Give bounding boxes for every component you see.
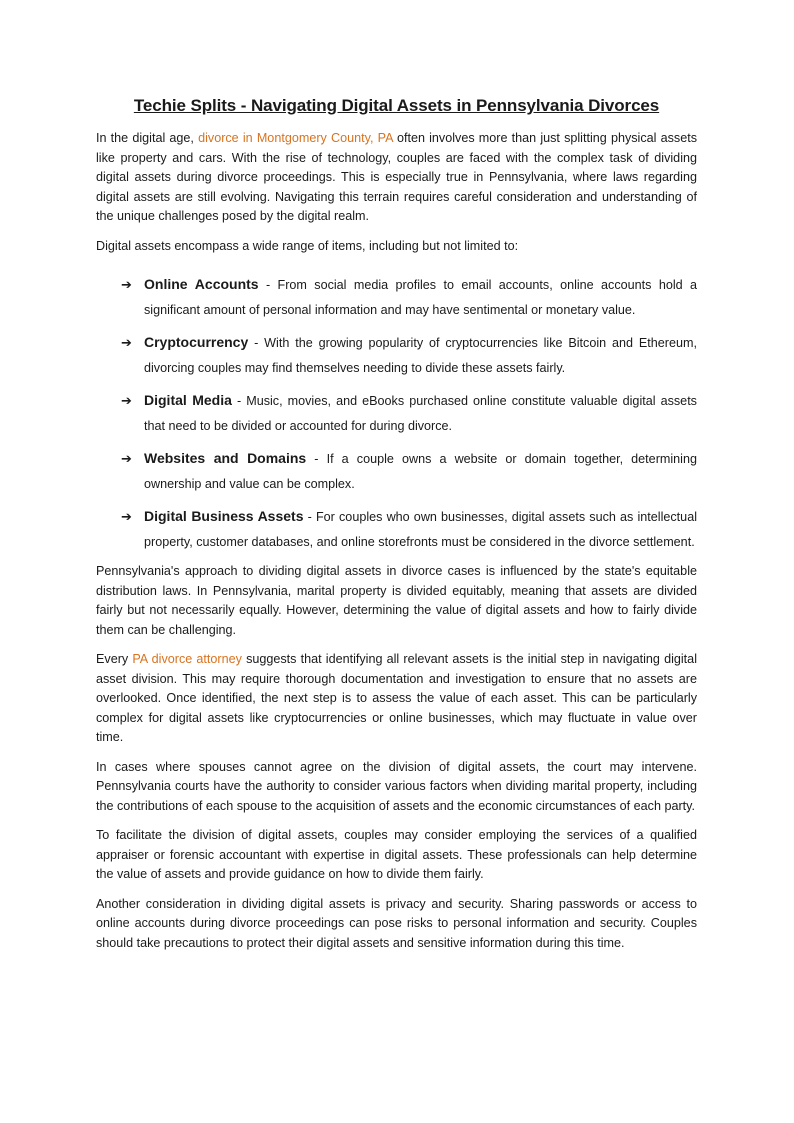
document-page [96,96,697,963]
arrow-bullet-icon: ➔ [121,451,132,466]
appraiser-paragraph: To facilitate the division of digital assets, couples may consider employing the services of a qualified appraiser or forensic accountant with expertise in digital assets. These professionals can help determine the value of assets and provide guidance on how to divide them fairly. [96,828,697,881]
list-item [96,272,697,323]
list-item-text: - If a couple owns a website or domain together, determining ownership and value can be complex. [144,452,697,491]
list-item-text: - With the growing popularity of cryptocurrencies like Bitcoin and Ethereum, divorcing couples may find themselves needing to divide these assets fairly. [144,336,697,375]
list-item-text: - Music, movies, and eBooks purchased online constitute valuable digital assets that need to be divided or accounted for during divorce. [144,394,697,433]
intro-paragraph [96,129,697,227]
arrow-bullet-icon: ➔ [121,335,132,350]
arrow-bullet-icon: ➔ [121,277,132,292]
list-item [96,446,697,497]
intro-text-before: In the digital age, [96,131,199,145]
document-title: Techie Splits - Navigating Digital Assets in Pennsylvania Divorces [133,96,660,115]
intro-text-after: often involves more than just splitting physical assets like property and cars. With the rise of technology, couples are faced with the complex task of dividing digital assets during divorce proceedings. This is especially true in Pennsylvania, where laws regarding digital assets are still evolving. Navigating this terrain requires careful consideration and understanding of the unique challenges posed by the digital realm. [96,131,698,223]
pa-divorce-attorney-link[interactable]: PA divorce attorney [132,652,242,666]
list-item-text: - For couples who own businesses, digital assets such as intellectual property, customer databases, and online storefronts must be considered in the divorce settlement. [144,510,697,549]
list-item [96,388,697,439]
attorney-paragraph [96,650,697,748]
list-item-text: - From social media profiles to email accounts, online accounts hold a significant amount of personal information and may have sentimental or monetary value. [144,278,697,317]
list-item-term: Digital Business Assets [144,508,304,524]
arrow-bullet-icon: ➔ [121,393,132,408]
list-item-term: Cryptocurrency [144,334,249,350]
attorney-text-after: suggests that identifying all relevant assets is the initial step in navigating digital asset division. This may require thorough documentation and investigation to ensure that no assets are overlooked. Once identified, the next step is to assess the value of each asset. This can be particularly complex for digital assets like cryptocurrencies or online businesses, which may fluctuate in value over time. [96,652,697,744]
approach-paragraph: Pennsylvania's approach to dividing digital assets in divorce cases is influenced by the state's equitable distribution laws. In Pennsylvania, marital property is divided equitably, meaning that assets are divided fairly but not necessarily equally. However, determining the value of digital assets and how to fairly divide them can be challenging. [96,564,697,637]
list-item-term: Websites and Domains [144,450,307,466]
privacy-paragraph: Another consideration in dividing digital assets is privacy and security. Sharing passwords or access to online accounts during divorce proceedings can pose risks to personal information and security. Couples should take precautions to protect their digital assets and sensitive information during this time. [96,896,697,950]
list-item [96,330,697,381]
list-item [96,504,697,555]
list-item-term: Digital Media [144,392,232,408]
digital-assets-list [96,272,697,555]
list-item-term: Online Accounts [144,276,259,292]
court-paragraph: In cases where spouses cannot agree on the division of digital assets, the court may intervene. Pennsylvania courts have the authority to consider various factors when dividing marital property, including the contributions of each spouse to the acquisition of assets and the economic circumstances of each party. [96,759,697,813]
attorney-text-before: Every [96,652,133,666]
montgomery-county-divorce-link[interactable]: divorce in Montgomery County, PA [198,131,393,145]
assets-intro-paragraph: Digital assets encompass a wide range of items, including but not limited to: [96,238,519,253]
arrow-bullet-icon: ➔ [121,509,132,524]
